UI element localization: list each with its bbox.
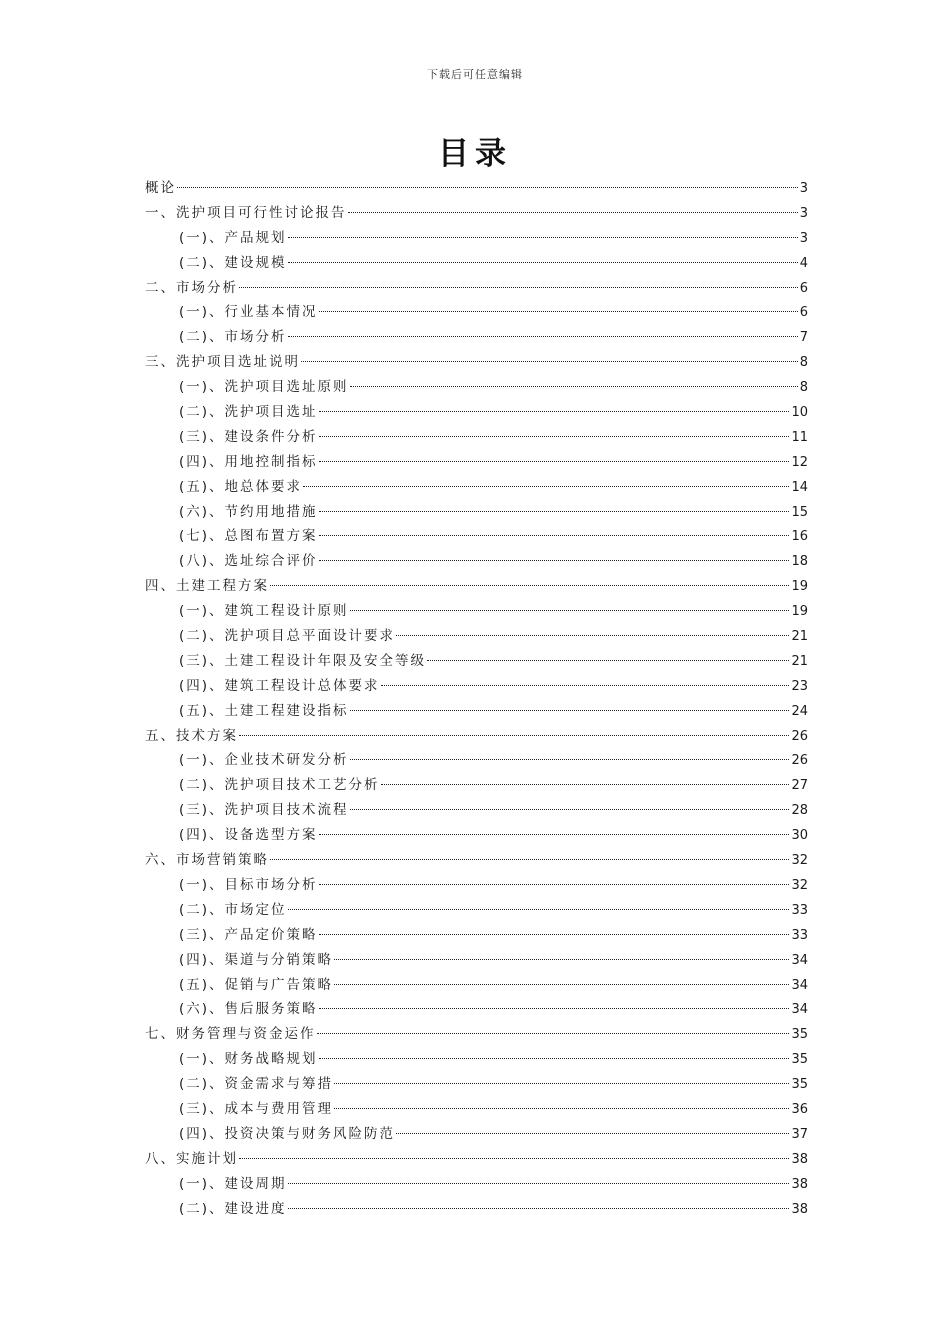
toc-entry[interactable] [145, 375, 808, 400]
toc-entry-page-number: 19 [791, 579, 808, 595]
toc-dot-leader [334, 959, 789, 960]
toc-entry-label: (一)、目标市场分析 [179, 876, 318, 893]
toc-dot-leader [319, 511, 790, 512]
toc-entry-page-number: 21 [791, 653, 808, 669]
toc-dot-leader [239, 1158, 789, 1159]
toc-dot-leader [350, 809, 790, 810]
toc-dot-leader [301, 361, 798, 362]
toc-entry-label: (八)、选址综合评价 [179, 553, 318, 570]
toc-entry-page-number: 24 [791, 703, 808, 719]
toc-entry-page-number: 32 [791, 853, 808, 869]
toc-entry-page-number: 36 [791, 1101, 808, 1117]
toc-entry-label: (一)、建筑工程设计原则 [179, 603, 349, 620]
toc-entry[interactable] [145, 699, 808, 724]
toc-entry[interactable] [145, 873, 808, 898]
toc-entry-label: 四、土建工程方案 [145, 578, 269, 595]
toc-entry-page-number: 34 [791, 977, 808, 993]
toc-entry-page-number: 38 [791, 1201, 808, 1217]
toc-entry-label: (三)、产品定价策略 [179, 926, 318, 943]
toc-list [145, 176, 808, 1221]
toc-entry-page-number: 15 [791, 504, 808, 520]
toc-dot-leader [319, 1008, 790, 1009]
toc-entry-label: (二)、建设规模 [179, 254, 287, 271]
toc-entry-label: (一)、产品规划 [179, 229, 287, 246]
toc-entry-page-number: 26 [791, 728, 808, 744]
toc-entry-page-number: 6 [799, 305, 808, 321]
toc-entry-page-number: 3 [799, 181, 808, 196]
toc-entry-page-number: 6 [799, 280, 808, 296]
toc-entry-label: (一)、财务战略规划 [179, 1051, 318, 1068]
toc-entry-page-number: 11 [791, 429, 808, 445]
toc-dot-leader [239, 287, 798, 288]
toc-dot-leader [288, 237, 798, 238]
toc-entry-page-number: 37 [791, 1126, 808, 1142]
toc-entry-label: (三)、洗护项目技术流程 [179, 802, 349, 819]
toc-entry[interactable] [145, 400, 808, 425]
toc-entry-label: (五)、土建工程建设指标 [179, 702, 349, 719]
toc-entry[interactable] [145, 300, 808, 325]
toc-entry[interactable] [145, 1197, 808, 1222]
toc-entry-label: (三)、成本与费用管理 [179, 1100, 334, 1117]
toc-entry[interactable] [145, 1147, 808, 1172]
toc-entry[interactable] [145, 251, 808, 276]
toc-entry-page-number: 3 [799, 230, 808, 246]
toc-entry-label: (四)、投资决策与财务风险防范 [179, 1125, 396, 1142]
toc-entry[interactable] [145, 748, 808, 773]
toc-entry[interactable] [145, 350, 808, 375]
toc-entry-label: (二)、洗护项目总平面设计要求 [179, 628, 396, 645]
toc-dot-leader [288, 1208, 790, 1209]
toc-entry-page-number: 10 [791, 405, 808, 421]
toc-entry-page-number: 35 [791, 1027, 808, 1043]
toc-dot-leader [350, 386, 798, 387]
toc-entry-label: (一)、建设周期 [179, 1175, 287, 1192]
toc-entry-label: (二)、建设进度 [179, 1200, 287, 1217]
toc-entry[interactable] [145, 524, 808, 549]
toc-entry[interactable] [145, 674, 808, 699]
toc-entry-label: 一、洗护项目可行性讨论报告 [145, 204, 347, 221]
toc-entry-label: 概论 [145, 180, 176, 196]
toc-dot-leader [319, 934, 790, 935]
toc-entry-label: (一)、行业基本情况 [179, 304, 318, 321]
toc-entry[interactable] [145, 823, 808, 848]
toc-entry-page-number: 8 [799, 380, 808, 396]
toc-entry[interactable] [145, 798, 808, 823]
toc-entry-page-number: 7 [799, 330, 808, 346]
toc-dot-leader [319, 535, 790, 536]
toc-dot-leader [319, 1058, 790, 1059]
toc-entry-label: (一)、企业技术研发分析 [179, 752, 349, 769]
toc-entry-label: (二)、洗护项目选址 [179, 404, 318, 421]
toc-dot-leader [319, 884, 790, 885]
toc-entry[interactable] [145, 549, 808, 574]
toc-entry[interactable] [145, 500, 808, 525]
toc-entry-label: (二)、市场定位 [179, 901, 287, 918]
toc-entry-page-number: 12 [791, 454, 808, 470]
toc-entry-page-number: 34 [791, 1002, 808, 1018]
toc-dot-leader [270, 585, 789, 586]
toc-dot-leader [396, 635, 789, 636]
toc-dot-leader [381, 685, 790, 686]
toc-entry[interactable] [145, 973, 808, 998]
toc-entry[interactable] [145, 1122, 808, 1147]
toc-entry-page-number: 35 [791, 1052, 808, 1068]
toc-entry[interactable] [145, 325, 808, 350]
toc-entry-label: 二、市场分析 [145, 279, 238, 296]
toc-entry-page-number: 4 [799, 255, 808, 271]
toc-entry-label: (四)、设备选型方案 [179, 827, 318, 844]
toc-entry-page-number: 14 [791, 479, 808, 495]
toc-entry-label: (二)、市场分析 [179, 329, 287, 346]
toc-entry-page-number: 33 [791, 927, 808, 943]
toc-dot-leader [319, 560, 790, 561]
toc-entry-page-number: 38 [791, 1176, 808, 1192]
toc-dot-leader [177, 187, 798, 188]
toc-entry-page-number: 38 [791, 1151, 808, 1167]
toc-dot-leader [350, 610, 790, 611]
toc-entry-label: (四)、渠道与分销策略 [179, 951, 334, 968]
toc-entry[interactable] [145, 1072, 808, 1097]
toc-entry[interactable] [145, 1172, 808, 1197]
toc-dot-leader [319, 436, 790, 437]
toc-entry[interactable] [145, 948, 808, 973]
toc-dot-leader [350, 759, 790, 760]
toc-entry-label: (三)、建设条件分析 [179, 428, 318, 445]
toc-dot-leader [334, 1083, 789, 1084]
toc-entry-page-number: 18 [791, 554, 808, 570]
toc-entry-page-number: 8 [799, 355, 808, 371]
toc-entry-label: (四)、用地控制指标 [179, 453, 318, 470]
toc-entry[interactable] [145, 724, 808, 749]
toc-dot-leader [381, 784, 790, 785]
toc-entry-page-number: 23 [791, 678, 808, 694]
toc-entry[interactable] [145, 276, 808, 301]
toc-entry[interactable] [145, 898, 808, 923]
toc-entry-label: (七)、总图布置方案 [179, 528, 318, 545]
toc-entry-label: (五)、促销与广告策略 [179, 976, 334, 993]
toc-dot-leader [288, 262, 798, 263]
toc-entry[interactable] [145, 1047, 808, 1072]
toc-dot-leader [317, 1033, 790, 1034]
toc-entry[interactable] [145, 599, 808, 624]
toc-entry[interactable] [145, 848, 808, 873]
toc-entry-page-number: 30 [791, 828, 808, 844]
toc-dot-leader [348, 212, 798, 213]
toc-entry[interactable] [145, 176, 808, 201]
toc-entry-label: (二)、资金需求与筹措 [179, 1076, 334, 1093]
toc-entry-page-number: 26 [791, 753, 808, 769]
toc-entry-page-number: 34 [791, 952, 808, 968]
toc-entry-label: (一)、洗护项目选址原则 [179, 379, 349, 396]
toc-dot-leader [319, 411, 790, 412]
toc-title: 目录 [438, 136, 512, 172]
page-header-note: 下载后可任意编辑 [427, 68, 523, 81]
toc-dot-leader [288, 336, 798, 337]
toc-dot-leader [350, 710, 790, 711]
toc-entry-label: (二)、洗护项目技术工艺分析 [179, 777, 380, 794]
toc-entry[interactable] [145, 773, 808, 798]
toc-dot-leader [334, 1108, 789, 1109]
toc-entry-page-number: 16 [791, 529, 808, 545]
toc-entry[interactable] [145, 997, 808, 1022]
toc-dot-leader [319, 461, 790, 462]
toc-entry-page-number: 32 [791, 877, 808, 893]
toc-entry-label: (三)、土建工程设计年限及安全等级 [179, 652, 427, 669]
toc-entry[interactable] [145, 1097, 808, 1122]
toc-entry-page-number: 33 [791, 902, 808, 918]
toc-entry-label: 八、实施计划 [145, 1150, 238, 1167]
toc-dot-leader [427, 660, 789, 661]
toc-entry-label: (五)、地总体要求 [179, 478, 303, 495]
toc-entry[interactable] [145, 624, 808, 649]
toc-dot-leader [396, 1133, 789, 1134]
toc-entry[interactable] [145, 226, 808, 251]
toc-entry[interactable] [145, 574, 808, 599]
toc-entry-label: 七、财务管理与资金运作 [145, 1026, 316, 1043]
toc-dot-leader [288, 1183, 790, 1184]
toc-entry-page-number: 35 [791, 1077, 808, 1093]
toc-entry[interactable] [145, 923, 808, 948]
toc-dot-leader [270, 859, 789, 860]
toc-entry[interactable] [145, 425, 808, 450]
toc-entry-page-number: 27 [791, 778, 808, 794]
toc-entry[interactable] [145, 201, 808, 226]
toc-entry-page-number: 21 [791, 629, 808, 645]
toc-entry[interactable] [145, 649, 808, 674]
toc-entry-label: (四)、建筑工程设计总体要求 [179, 677, 380, 694]
toc-entry-label: 五、技术方案 [145, 727, 238, 744]
toc-dot-leader [319, 834, 790, 835]
toc-entry[interactable] [145, 1022, 808, 1047]
toc-entry-label: (六)、售后服务策略 [179, 1001, 318, 1018]
toc-entry-page-number: 19 [791, 604, 808, 620]
toc-dot-leader [334, 984, 789, 985]
toc-entry[interactable] [145, 450, 808, 475]
toc-entry-label: 六、市场营销策略 [145, 852, 269, 869]
toc-entry-page-number: 3 [799, 205, 808, 221]
toc-dot-leader [288, 909, 790, 910]
toc-entry-label: (六)、节约用地措施 [179, 503, 318, 520]
toc-dot-leader [303, 486, 789, 487]
toc-entry[interactable] [145, 475, 808, 500]
toc-entry-label: 三、洗护项目选址说明 [145, 354, 300, 371]
toc-dot-leader [239, 735, 789, 736]
toc-entry-page-number: 28 [791, 803, 808, 819]
toc-dot-leader [319, 311, 798, 312]
